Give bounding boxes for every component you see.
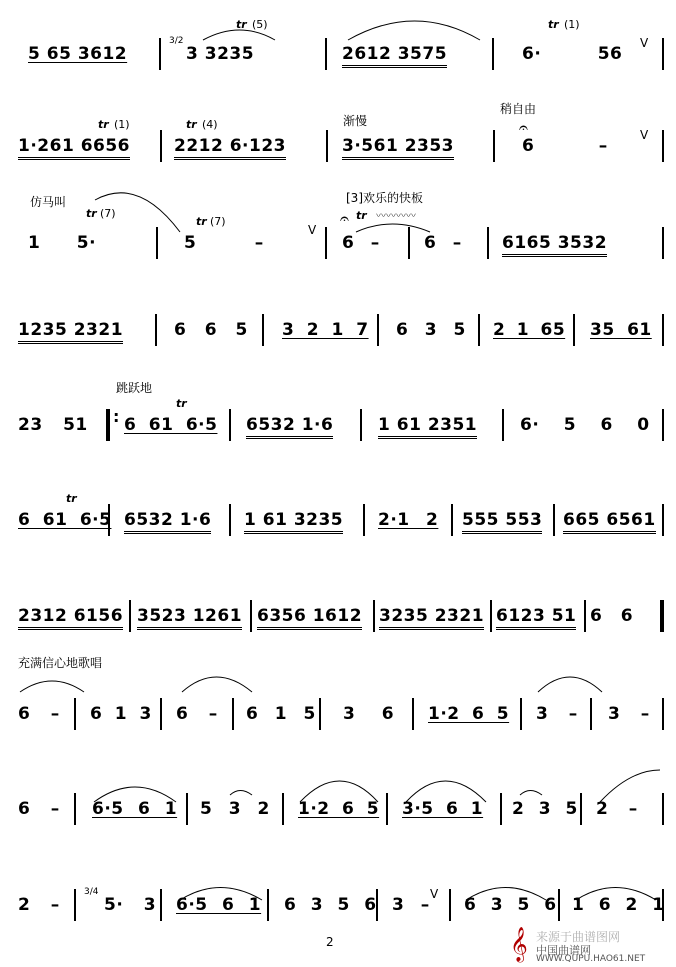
- measure-notes: 1·2 6 5: [298, 799, 380, 819]
- measure-notes: 2 –: [18, 895, 60, 915]
- measure-notes: 2·1 2: [378, 510, 439, 530]
- slur: [180, 888, 262, 901]
- measure-notes: 2312 6156: [18, 606, 123, 630]
- measure-notes: 3523 1261: [137, 606, 242, 630]
- trill-number: (7): [100, 207, 116, 220]
- measure-notes: 2612 3575: [342, 44, 447, 68]
- measure-notes: 6532 1·6: [124, 510, 211, 534]
- measure-notes: 5 3 2: [200, 799, 270, 819]
- breath-mark: V: [640, 36, 649, 50]
- trill-mark: tr: [186, 118, 197, 131]
- slur: [203, 30, 275, 40]
- measure-notes: 6356 1612: [257, 606, 362, 630]
- trill-mark: tr: [196, 215, 207, 228]
- measure-notes: 3 –: [608, 704, 650, 724]
- measure-notes: 6 61 6·5: [124, 415, 218, 435]
- measure-notes: 23 51: [18, 415, 88, 435]
- slur: [406, 781, 486, 802]
- measure-notes: 6 1 3: [90, 704, 152, 724]
- watermark-line: 来源于曲谱图网: [536, 930, 621, 944]
- measure-notes: 6 –: [424, 233, 462, 253]
- trill-number: (1): [114, 118, 130, 131]
- measure-notes: 6·5 6 1: [176, 895, 262, 915]
- measure-notes: 6· 5 6 0: [520, 415, 650, 435]
- measure-notes: 3235 2321: [379, 606, 484, 630]
- measure-notes: 1 61 2351: [378, 415, 477, 439]
- tempo-marking: 稍自由: [500, 102, 537, 116]
- measure-notes: 6 61 6·5: [18, 510, 112, 530]
- trill-number: (4): [202, 118, 218, 131]
- breath-mark: V: [430, 887, 439, 901]
- measure-notes: 2212 6·123: [174, 136, 286, 160]
- trill-mark: tr: [356, 209, 367, 222]
- breath-mark: V: [640, 128, 649, 142]
- measure-notes: 2 –: [596, 799, 638, 819]
- trill-mark: tr: [176, 397, 187, 410]
- trill-mark: tr: [98, 118, 109, 131]
- slur: [230, 791, 252, 796]
- measure-notes: 35 61: [590, 320, 652, 340]
- slur: [348, 21, 480, 40]
- fermata-icon: 𝄐: [340, 209, 349, 228]
- page-number: 2: [326, 935, 334, 949]
- trill-wavy-line: 〰〰〰〰: [376, 211, 416, 222]
- measure-notes: 6 1 5: [246, 704, 316, 724]
- measure-notes: 6 –: [342, 233, 380, 253]
- measure-notes: 2 1 65: [493, 320, 566, 340]
- measure-notes: 5· 3: [104, 895, 157, 915]
- measure-notes: 1·261 6656: [18, 136, 130, 160]
- measure-notes: 3 2 1 7: [282, 320, 369, 340]
- slur: [466, 888, 546, 901]
- time-signature: 3/4: [84, 887, 99, 897]
- measure-notes: 1235 2321: [18, 320, 123, 344]
- trill-mark: tr: [86, 207, 97, 220]
- measure-notes: 5 –: [184, 233, 264, 253]
- measure-notes: 6 –: [18, 704, 60, 724]
- repeat-dots: :: [113, 407, 120, 426]
- measure-notes: 3 –: [392, 895, 430, 915]
- measure-notes: 3 3235: [186, 44, 255, 64]
- trill-number: (7): [210, 215, 226, 228]
- measure-notes: 3·561 2353: [342, 136, 454, 160]
- measure-notes: 6 –: [522, 136, 608, 156]
- measure-notes: 1 6 2 1: [572, 895, 665, 915]
- measure-notes: 6·5 6 1: [92, 799, 178, 819]
- trill-number: (1): [564, 18, 580, 31]
- measure-notes: 6 6: [590, 606, 634, 626]
- slur: [95, 193, 180, 232]
- measure-notes: 665 6561: [563, 510, 656, 534]
- watermark-line: 中国曲谱网: [536, 944, 591, 957]
- watermark: [510, 925, 676, 967]
- measure-notes: 1 61 3235: [244, 510, 343, 534]
- watermark-line: WWW.QUPU.HAO61.NET: [536, 954, 646, 964]
- slur: [182, 677, 252, 692]
- measure-notes: 6123 51: [496, 606, 576, 630]
- slur: [576, 888, 656, 901]
- trill-mark: tr: [548, 18, 559, 31]
- expression-label: 充满信心地歌唱: [18, 656, 103, 670]
- measure-notes: 3·5 6 1: [402, 799, 484, 819]
- breath-mark: V: [308, 223, 317, 237]
- measure-notes: 2 3 5: [512, 799, 578, 819]
- measure-notes: 6165 3532: [502, 233, 607, 257]
- measure-notes: 3 6: [343, 704, 395, 724]
- section-heading: [3]欢乐的快板: [346, 191, 423, 205]
- slur: [520, 791, 542, 796]
- measure-notes: 555 553: [462, 510, 542, 534]
- trill-number: (5): [252, 18, 268, 31]
- slur: [20, 681, 84, 692]
- measure-notes: 6 3 5 6: [284, 895, 377, 915]
- measure-notes: 6 –: [176, 704, 218, 724]
- measure-notes: 6532 1·6: [246, 415, 333, 439]
- measure-notes: 3 –: [536, 704, 578, 724]
- slur: [600, 770, 660, 802]
- measure-notes: 1·2 6 5: [428, 704, 510, 724]
- time-signature: 3/2: [169, 36, 184, 46]
- measure-notes: 6 3 5: [396, 320, 466, 340]
- tempo-marking: 渐慢: [343, 114, 368, 128]
- technique-label: 跳跃地: [116, 381, 153, 395]
- treble-clef-icon: 𝄞: [510, 927, 528, 962]
- measure-notes: 6· 56: [522, 44, 623, 64]
- slur: [356, 224, 430, 232]
- slur: [538, 677, 602, 692]
- fermata-icon: 𝄐: [519, 118, 528, 137]
- technique-label: 仿马叫: [30, 195, 67, 209]
- trill-mark: tr: [66, 492, 77, 505]
- slur: [94, 787, 176, 802]
- trill-mark: tr: [236, 18, 247, 31]
- measure-notes: 6 6 5: [174, 320, 248, 340]
- measure-notes: 1 5·: [28, 233, 97, 253]
- slur: [300, 781, 378, 802]
- measure-notes: 6 3 5 6: [464, 895, 557, 915]
- measure-notes: 5 65 3612: [28, 44, 128, 64]
- measure-notes: 6 –: [18, 799, 60, 819]
